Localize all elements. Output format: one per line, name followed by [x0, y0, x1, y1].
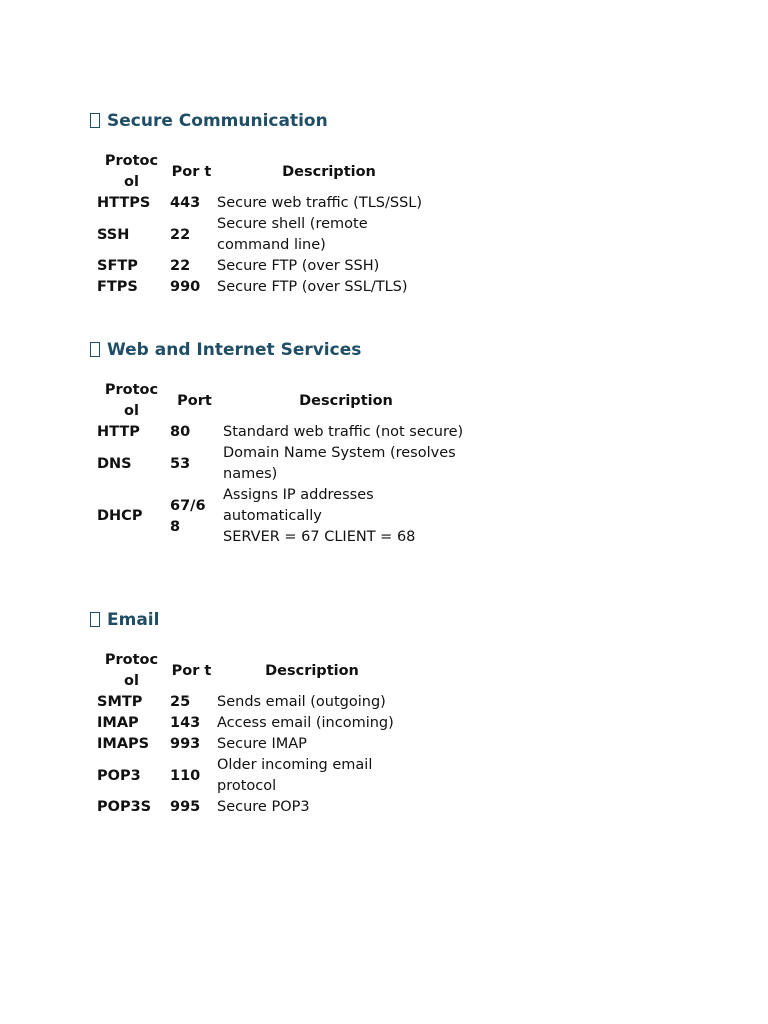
protocol-cell: DNS: [97, 455, 132, 472]
port-cell: 22: [170, 258, 191, 274]
port-cell: 80: [170, 424, 191, 440]
section-secure-communication: [90, 110, 443, 298]
column-header-port: Por t: [171, 662, 212, 679]
column-header-port: Por t: [171, 163, 212, 180]
column-header-port: Port: [177, 392, 212, 409]
section-title: Secure Communication: [107, 111, 328, 131]
port-cell: 53: [170, 455, 191, 472]
column-header-protocol: Protoc ol: [104, 382, 159, 419]
table-row: [95, 193, 443, 214]
description-cell: Secure IMAP: [217, 736, 307, 752]
table-header-row: [95, 151, 443, 193]
protocol-cell: HTTP: [97, 424, 140, 440]
description-cell: Standard web traffic (not secure): [223, 424, 464, 440]
missing-glyph-icon: [90, 342, 100, 357]
section-email: [90, 609, 409, 818]
section-heading: [90, 339, 471, 361]
protocol-cell: FTPS: [97, 279, 138, 295]
description-cell: Secure FTP (over SSH): [217, 258, 380, 274]
table-row: [95, 214, 443, 256]
description-cell: [221, 485, 471, 548]
table-row: [95, 256, 443, 277]
description-cell: Domain Name System (resolves names): [223, 445, 456, 482]
port-cell: 25: [170, 694, 191, 710]
protocol-cell: IMAPS: [97, 736, 150, 752]
missing-glyph-icon: [90, 612, 100, 627]
port-cell: 22: [170, 226, 191, 243]
protocol-cell: DHCP: [97, 508, 143, 524]
table-row: [95, 797, 409, 818]
table-row: [95, 755, 409, 797]
table-row: [95, 692, 409, 713]
description-cell: Secure FTP (over SSL/TLS): [217, 279, 408, 295]
table-header-row: [95, 380, 471, 422]
description-cell: Secure POP3: [217, 799, 310, 815]
port-cell: 110: [170, 767, 201, 784]
section-title: Web and Internet Services: [107, 340, 362, 360]
protocol-cell: SSH: [97, 226, 130, 243]
protocol-cell: POP3: [97, 767, 141, 784]
protocol-cell: SMTP: [97, 694, 143, 710]
description-cell: Access email (incoming): [217, 715, 394, 731]
description-cell: Secure shell (remote command line): [217, 216, 368, 253]
description-cell: Older incoming email protocol: [217, 757, 373, 794]
section-web-and-internet-services: [90, 339, 471, 548]
protocol-table: [95, 380, 471, 548]
column-header-description: Description: [282, 163, 376, 180]
description-cell: Secure web traffic (TLS/SSL): [217, 195, 423, 211]
port-cell: 143: [170, 715, 201, 731]
description-line: Assigns IP addresses automatically: [223, 487, 374, 524]
table-row: [95, 277, 443, 298]
protocol-cell: SFTP: [97, 258, 138, 274]
protocol-table: [95, 151, 443, 298]
port-cell: 443: [170, 195, 201, 211]
table-row: [95, 422, 471, 443]
description-line: SERVER = 67 CLIENT = 68: [223, 529, 416, 545]
protocol-cell: IMAP: [97, 715, 139, 731]
column-header-description: Description: [299, 392, 393, 409]
port-cell: 67/6 8: [170, 497, 206, 535]
port-cell: 993: [170, 736, 201, 752]
section-heading: [90, 609, 409, 631]
missing-glyph-icon: [90, 113, 100, 128]
description-cell: Sends email (outgoing): [217, 694, 386, 710]
protocol-cell: HTTPS: [97, 195, 151, 211]
column-header-protocol: Protoc ol: [104, 153, 159, 190]
port-cell: 990: [170, 279, 201, 295]
section-title: Email: [107, 610, 160, 630]
column-header-description: Description: [265, 662, 359, 679]
protocol-cell: POP3S: [97, 799, 152, 815]
table-row: [95, 443, 471, 485]
column-header-protocol: Protoc ol: [104, 652, 159, 689]
table-header-row: [95, 650, 409, 692]
table-row: [95, 734, 409, 755]
protocol-table: [95, 650, 409, 818]
port-cell: 995: [170, 799, 201, 815]
table-row: [95, 485, 471, 548]
section-heading: [90, 110, 443, 132]
table-row: [95, 713, 409, 734]
